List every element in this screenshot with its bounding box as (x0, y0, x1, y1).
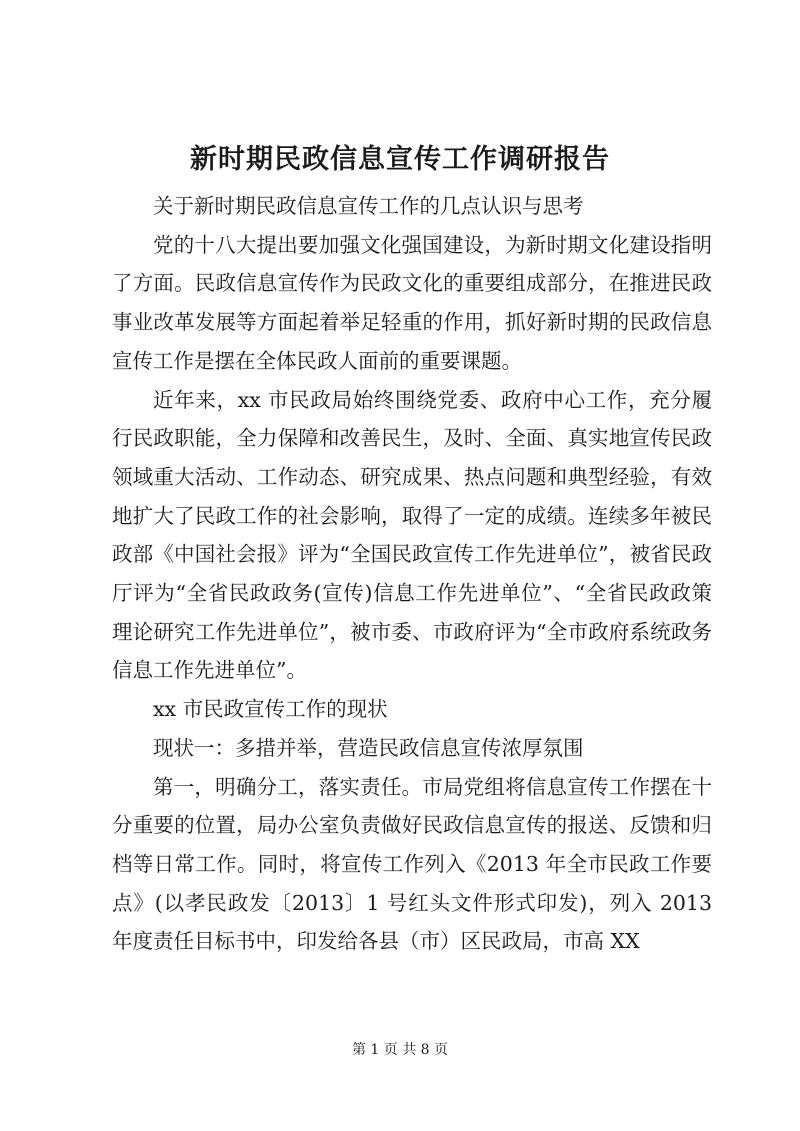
paragraph-intro: 党的十八大提出要加强文化强国建设，为新时期文化建设指明了方面。民政信息宣传作为民政文化的重要组成部分，在推进民政事业改革发展等方面起着举足轻重的作用，抓好新时期的民政信息宣传工作是摆在全体民政人面前的重要课题。 (112, 232, 712, 373)
paragraph-responsibility: 第一，明确分工，落实责任。市局党组将信息宣传工作摆在十分重要的位置，局办公室负责做好民政信息宣传的报送、反馈和归档等日常工作。同时，将宣传工作列入《2013 年全市民政工作要点》(以孝民政发〔2013〕1 号红头文件形式印发)，列入 2013 年度责任目标书中，印发给各县（市）区民政局，市高 XX (112, 774, 712, 954)
section-heading: xx 市民政宣传工作的现状 (153, 697, 388, 722)
subsection-heading: 现状一：多措并举，营造民政信息宣传浓厚氛围 (153, 735, 584, 760)
paragraph-achievements: 近年来，xx 市民政局始终围绕党委、政府中心工作，充分履行民政职能，全力保障和改善民生，及时、全面、真实地宣传民政领域重大活动、工作动态、研究成果、热点问题和典型经验，有效地扩大了民政工作的社会影响，取得了一定的成绩。连续多年被民政部《中国社会报》评为“全国民政宣传工作先进单位”，被省民政厅评为“全省民政政务(宣传)信息工作先进单位”、“全省民政政策理论研究工作先进单位”，被市委、市政府评为“全市政府系统政务信息工作先进单位”。 (112, 387, 712, 683)
document-title: 新时期民政信息宣传工作调研报告 (190, 144, 610, 175)
page-footer: 第 1 页 共 8 页 (351, 1042, 449, 1058)
document-body (112, 187, 712, 961)
paragraph-subtitle: 关于新时期民政信息宣传工作的几点认识与思考 (153, 194, 584, 218)
